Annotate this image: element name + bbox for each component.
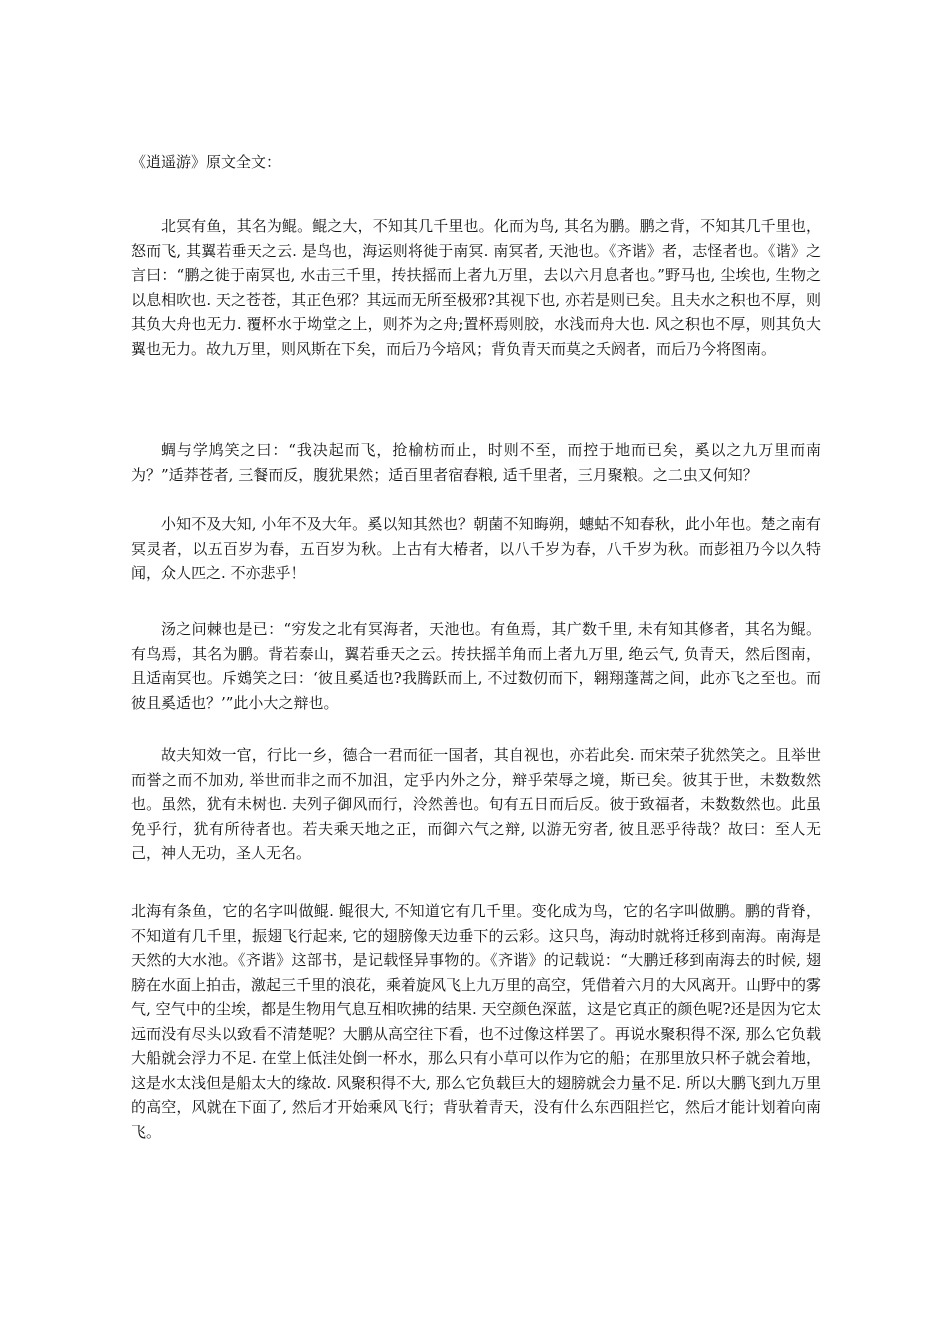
paragraph-3: 小知不及大知, 小年不及大年。奚以知其然也？朝菌不知晦朔，蟪蛄不知春秋，此小年也。楚之南有冥灵者，以五百岁为春，五百岁为秋。上古有大椿者，以八千岁为春，八千岁为秋。而彭祖乃今以久特闻，众人匹之. 不亦悲乎！ (131, 515, 821, 582)
document-title: 《逍遥游》原文全文： (131, 153, 282, 171)
paragraph-1: 北冥有鱼，其名为鲲。鲲之大，不知其几千里也。化而为鸟, 其名为鹏。鹏之背，不知其几千里也，怒而飞, 其翼若垂天之云. 是鸟也，海运则将徙于南冥. 南冥者, 天池也。《齐谐》者，志怪者也。《谐》之言曰：“鹏之徙于南冥也, 水击三千里，抟扶摇而上者九万里，去以六月息者也。”野马也, 尘埃也, 生物之以息相吹也. 天之苍苍，其正色邪？其远而无所至极邪?其视下也, 亦若是则已矣。且夫水之积也不厚，则其负大舟也无力. 覆杯水于坳堂之上，则芥为之舟;置杯焉则胶，水浅而舟大也. 风之积也不厚，则其负大翼也无力。故九万里，则风斯在下矣，而后乃今培风；背负青天而莫之夭阏者，而后乃今将图南。 (131, 217, 821, 358)
paragraph-4: 汤之问棘也是已：“穷发之北有冥海者，天池也。有鱼焉，其广数千里, 未有知其修者，其名为鲲。有鸟焉，其名为鹏。背若泰山，翼若垂天之云。抟扶摇羊角而上者九万里, 绝云气, 负青天，然后图南，且适南冥也。斥鴳笑之曰：‘彼且奚适也?我腾跃而上, 不过数仞而下，翱翔蓬蒿之间，此亦飞之至也。而彼且奚适也？’”此小大之辩也。 (131, 620, 821, 712)
paragraph-5: 故夫知效一官，行比一乡，德合一君而征一国者，其自视也，亦若此矣. 而宋荣子犹然笑之。且举世而誉之而不加劝, 举世而非之而不加沮，定乎内外之分，辩乎荣辱之境，斯已矣。彼其于世，未数数然也。虽然，犹有未树也. 夫列子御风而行，泠然善也。旬有五日而后反。彼于致福者，未数数然也。此虽免乎行，犹有所待者也。若夫乘天地之正，而御六气之辩, 以游无穷者, 彼且恶乎待哉？故曰：至人无己，神人无功，圣人无名。 (131, 746, 821, 862)
paragraph-2: 蜩与学鸠笑之曰：“我决起而飞，抢榆枋而止，时则不至，而控于地而已矣，奚以之九万里而南为？”适莽苍者, 三餐而反，腹犹果然；适百里者宿舂粮, 适千里者，三月聚粮。之二虫又何知？ (131, 441, 821, 484)
translation-paragraph: 北海有条鱼，它的名字叫做鲲. 鲲很大, 不知道它有几千里。变化成为鸟，它的名字叫做鹏。鹏的背脊，不知道有几千里，振翅飞行起来, 它的翅膀像天边垂下的云彩。这只鸟，海动时就将迁移到南海。南海是天然的大水池。《齐谐》这部书，是记载怪异事物的。《齐谐》的记载说：“大鹏迁移到南海去的时候, 翅膀在水面上拍击，激起三千里的浪花，乘着旋风飞上九万里的高空，凭借着六月的大风离开。山野中的雾气, 空气中的尘埃，都是生物用气息互相吹拂的结果. 天空颜色深蓝，这是它真正的颜色呢?还是因为它太远而没有尽头以致看不清楚呢？大鹏从高空往下看，也不过像这样罢了。再说水聚积得不深, 那么它负载大船就会浮力不足. 在堂上低洼处倒一杯水，那么只有小草可以作为它的船；在那里放只杯子就会着地，这是水太浅但是船太大的缘故. 风聚积得不大, 那么它负载巨大的翅膀就会力量不足. 所以大鹏飞到九万里的高空，风就在下面了, 然后才开始乘风飞行；背驮着青天，没有什么东西阻拦它，然后才能计划着向南飞。 (131, 902, 822, 1141)
